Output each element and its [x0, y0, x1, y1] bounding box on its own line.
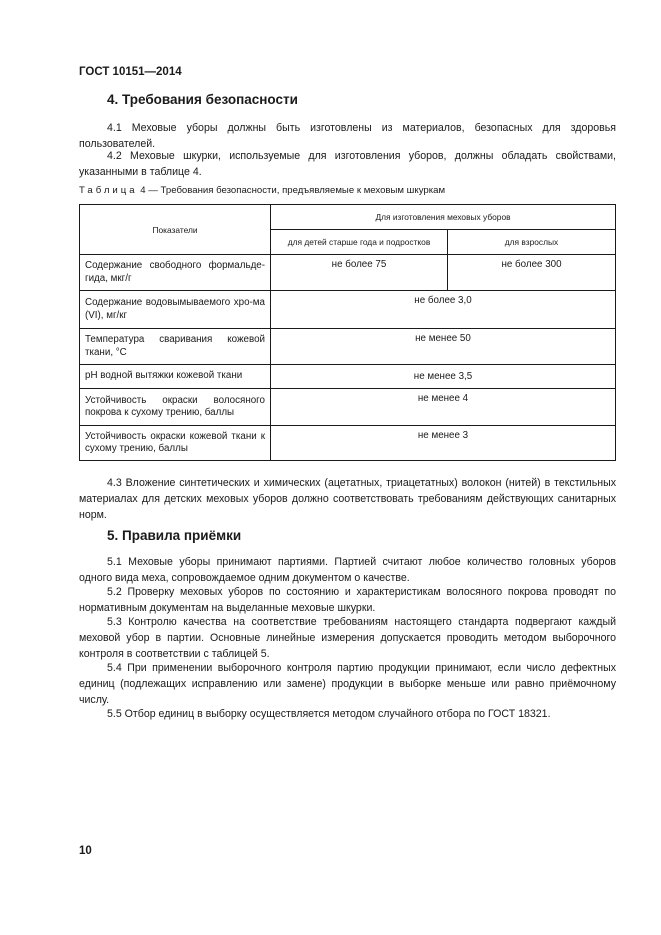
paragraph-5-5: 5.5 Отбор единиц в выборку осуществляется методом случайного отбора по ГОСТ 18321. [107, 708, 551, 720]
table-row [80, 329, 616, 365]
table-row [80, 365, 616, 389]
row-value: не менее 3,5 [271, 365, 616, 389]
row-value: не менее 50 [271, 329, 616, 365]
row-value: не менее 3 [271, 426, 616, 461]
header-indicators: Показатели [80, 205, 271, 255]
row-value-adults: не более 300 [448, 255, 616, 291]
paragraph-5-4: 5.4 При применении выборочного контроля партию продукции принимают, если число дефектных единиц (подлежащих исправлению или замене) продукции в выборке меньше или равно приёмочному числу. [79, 662, 616, 706]
paragraph-4-1: 4.1 Меховые уборы должны быть изготовлены из материалов, безопасных для здоровья пользователей. [79, 122, 616, 150]
row-indicator: Содержание свободного формальде-гида, мкг/г [80, 255, 271, 291]
row-value-children: не более 75 [271, 255, 448, 291]
table-caption-prefix: Таблица [79, 185, 138, 196]
row-value: не менее 4 [271, 389, 616, 426]
row-indicator: Содержание водовымываемого хро-ма (VI), мг/кг [80, 291, 271, 329]
row-indicator: Устойчивость окраски кожевой ткани к сухому трению, баллы [80, 426, 271, 461]
paragraph-5-3: 5.3 Контролю качества на соответствие требованиям настоящего стандарта подвергают каждый меховой убор в партии. Основные линейные измерения допускается проводить методом выборочного контроля в соответствии с таблицей 5. [79, 616, 616, 660]
section-4-title: 4. Требования безопасности [107, 92, 298, 107]
paragraph-4-2: 4.2 Меховые шкурки, используемые для изготовления уборов, должны обладать свойствами, указанными в таблице 4. [79, 150, 616, 178]
paragraph-5-2: 5.2 Проверку меховых уборов по состоянию и характеристикам волосяного покрова проводят по нормативным документам на выделанные меховые шкурки. [79, 586, 616, 614]
table-row [80, 255, 616, 291]
table-header-row [80, 205, 616, 230]
row-indicator: Устойчивость окраски волосяного покрова к сухому трению, баллы [80, 389, 271, 426]
table-row [80, 291, 616, 329]
header-group: Для изготовления меховых уборов [271, 205, 616, 230]
paragraph-4-3: 4.3 Вложение синтетических и химических (ацетатных, триацетатных) волокон (нитей) в текстильных материалах для детских меховых уборов должно соответствовать требованиям действующих санитарных норм. [79, 477, 616, 521]
table-row [80, 426, 616, 461]
row-value: не более 3,0 [271, 291, 616, 329]
paragraph-5-1: 5.1 Меховые уборы принимают партиями. Партией считают любое количество головных уборов одного вида меха, сопровождаемое одним документом о качестве. [79, 556, 616, 584]
row-indicator: Температура сваривания кожевой ткани, °С [80, 329, 271, 365]
safety-requirements-table [79, 204, 616, 461]
page-number: 10 [79, 845, 92, 857]
header-children: для детей старше года и подростков [271, 230, 448, 255]
header-adults: для взрослых [448, 230, 616, 255]
table-row [80, 389, 616, 426]
section-5-title: 5. Правила приёмки [107, 528, 242, 543]
table-4-caption [79, 185, 445, 196]
document-header: ГОСТ 10151—2014 [79, 66, 182, 78]
row-indicator: pH водной вытяжки кожевой ткани [80, 365, 271, 389]
table-caption-text: 4 — Требования безопасности, предъявляемые к меховым шкуркам [140, 185, 446, 196]
